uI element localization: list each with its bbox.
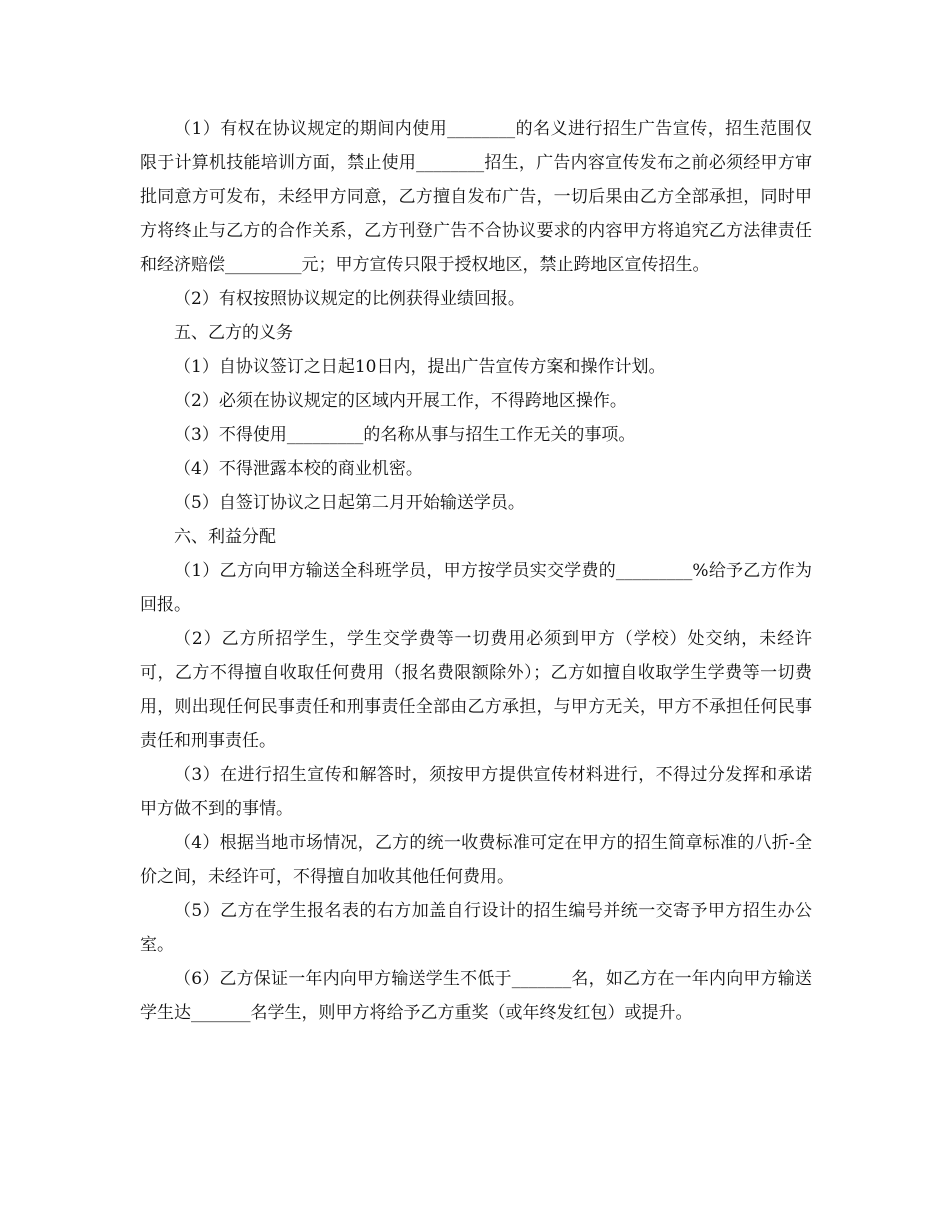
obligation-3-name-use: （3）不得使用_________的名称从事与招生工作无关的事项。 (174, 425, 636, 445)
document-body (140, 112, 812, 1030)
profit-5-enrollment-number: （5）乙方在学生报名表的右方加盖自行设计的招生编号并统一交寄予甲方招生办公室。 (140, 901, 812, 955)
section-heading-profit-distribution: 六、利益分配 (174, 527, 276, 547)
section-heading-party-b-obligations: 五、乙方的义务 (174, 323, 293, 343)
obligation-4-confidentiality: （4）不得泄露本校的商业机密。 (174, 459, 423, 479)
obligation-2-region: （2）必须在协议规定的区域内开展工作，不得跨地区操作。 (174, 391, 627, 411)
obligation-1-plan: （1）自协议签订之日起10日内，提出广告宣传方案和操作计划。 (174, 357, 666, 377)
profit-3-promotion-materials: （3）在进行招生宣传和解答时，须按甲方提供宣传材料进行，不得过分发挥和承诺甲方做不到的事情。 (140, 765, 812, 819)
clause-2-performance-return: （2）有权按照协议规定的比例获得业绩回报。 (174, 289, 525, 309)
profit-4-pricing: （4）根据当地市场情况，乙方的统一收费标准可定在甲方的招生简章标准的八折-全价之间，未经许可，不得擅自加收其他任何费用。 (140, 833, 812, 887)
obligation-5-student-delivery: （5）自签订协议之日起第二月开始输送学员。 (174, 493, 525, 513)
profit-2-fee-payment: （2）乙方所招学生，学生交学费等一切费用必须到甲方（学校）处交纳，未经许可，乙方不得擅自收取任何费用（报名费限额除外）；乙方如擅自收取学生学费等一切费用，则出现任何民事责任和刑事责任全部由乙方承担，与甲方无关，甲方不承担任何民事责任和刑事责任。 (140, 629, 812, 751)
clause-1-advertising-rights: （1）有权在协议规定的期间内使用________的名义进行招生广告宣传，招生范围仅限于计算机技能培训方面，禁止使用________招生，广告内容宣传发布之前必须经甲方审批同意方可发布，未经甲方同意，乙方擅自发布广告，一切后果由乙方全部承担，同时甲方将终止与乙方的合作关系，乙方刊登广告不合协议要求的内容甲方将追究乙方法律责任和经济赔偿_________元；甲方宣传只限于授权地区，禁止跨地区宣传招生。 (140, 119, 812, 275)
profit-1-commission: （1）乙方向甲方输送全科班学员，甲方按学员实交学费的_________%给予乙方作为回报。 (140, 561, 812, 615)
profit-6-annual-target: （6）乙方保证一年内向甲方输送学生不低于_______名，如乙方在一年内向甲方输送学生达_______名学生，则甲方将给予乙方重奖（或年终发红包）或提升。 (140, 969, 812, 1023)
